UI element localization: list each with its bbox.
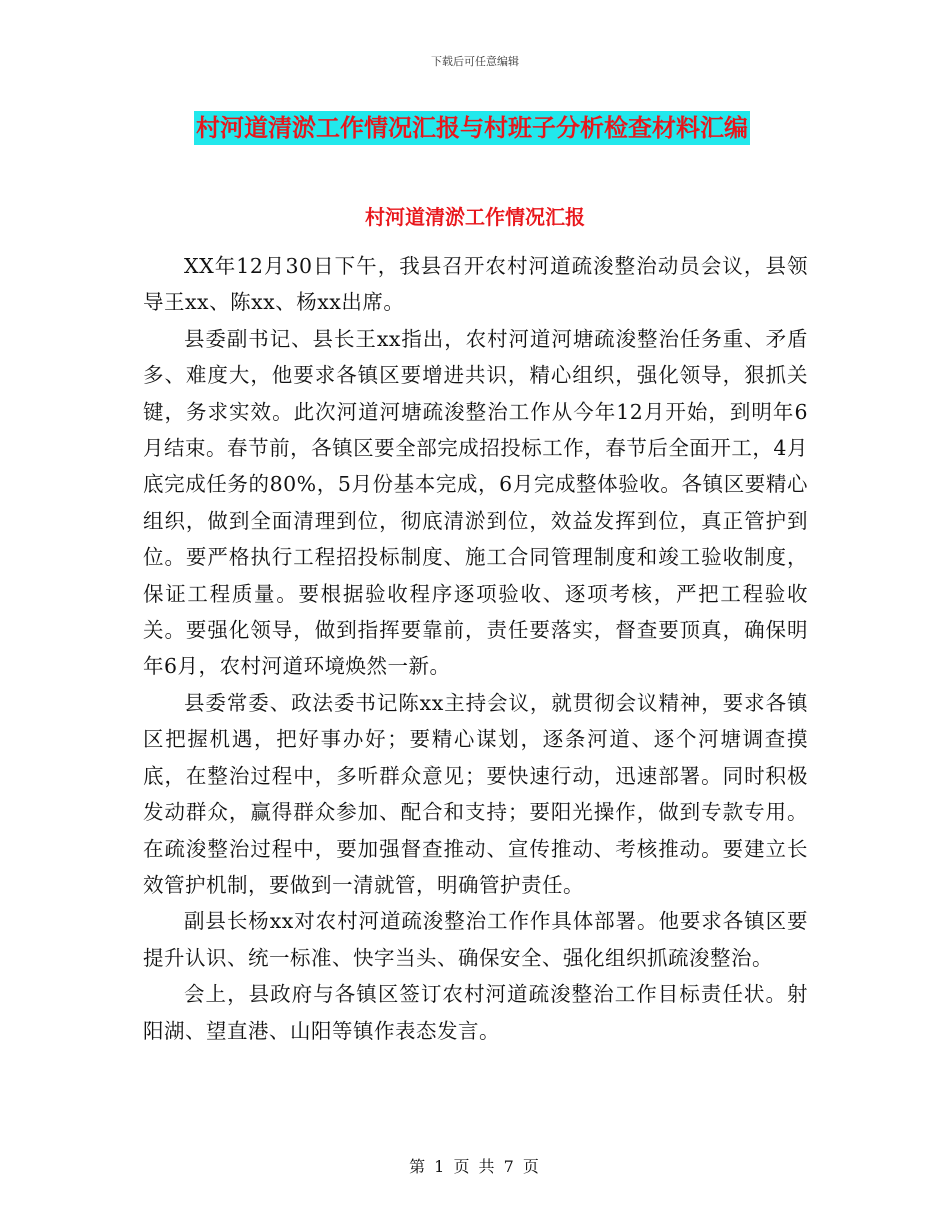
body-text: [143, 248, 808, 1049]
header-note: 下载后可任意编辑: [431, 55, 519, 68]
section-title: 村河道清淤工作情况汇报: [365, 205, 585, 229]
paragraph-5: 会上，县政府与各镇区签订农村河道疏浚整治工作目标责任状。射阳湖、望直港、山阳等镇作表态发言。: [143, 982, 808, 1043]
page-number-footer: 第 1 页 共 7 页: [409, 1157, 541, 1176]
paragraph-2: 县委副书记、县长王xx指出，农村河道河塘疏浚整治任务重、矛盾多、难度大，他要求各镇区要增进共识，精心组织，强化领导，狠抓关键，务求实效。此次河道河塘疏浚整治工作从今年12月开始，到明年6月结束。春节前，各镇区要全部完成招投标工作，春节后全面开工，4月底完成任务的80%，5月份基本完成，6月完成整体验收。各镇区要精心组织，做到全面清理到位，彻底清淤到位，效益发挥到位，真正管护到位。要严格执行工程招投标制度、施工合同管理制度和竣工验收制度，保证工程质量。要根据验收程序逐项验收、逐项考核，严把工程验收关。要强化领导，做到指挥要靠前，责任要落实，督查要顶真，确保明年6月，农村河道环境焕然一新。: [143, 326, 808, 679]
paragraph-3: 县委常委、政法委书记陈xx主持会议，就贯彻会议精神，要求各镇区把握机遇，把好事办好；要精心谋划，逐条河道、逐个河塘调查摸底，在整治过程中，多听群众意见；要快速行动，迅速部署。同时积极发动群众，赢得群众参加、配合和支持；要阳光操作，做到专款专用。在疏浚整治过程中，要加强督查推动、宣传推动、考核推动。要建立长效管护机制，要做到一清就管，明确管护责任。: [143, 690, 808, 897]
document-title: 村河道清淤工作情况汇报与村班子分析检查材料汇编: [194, 111, 750, 145]
paragraph-1: XX年12月30日下午，我县召开农村河道疏浚整治动员会议，县领导王xx、陈xx、杨xx出席。: [143, 254, 808, 315]
paragraph-4: 副县长杨xx对农村河道疏浚整治工作作具体部署。他要求各镇区要提升认识、统一标准、快字当头、确保安全、强化组织抓疏浚整治。: [143, 909, 808, 970]
